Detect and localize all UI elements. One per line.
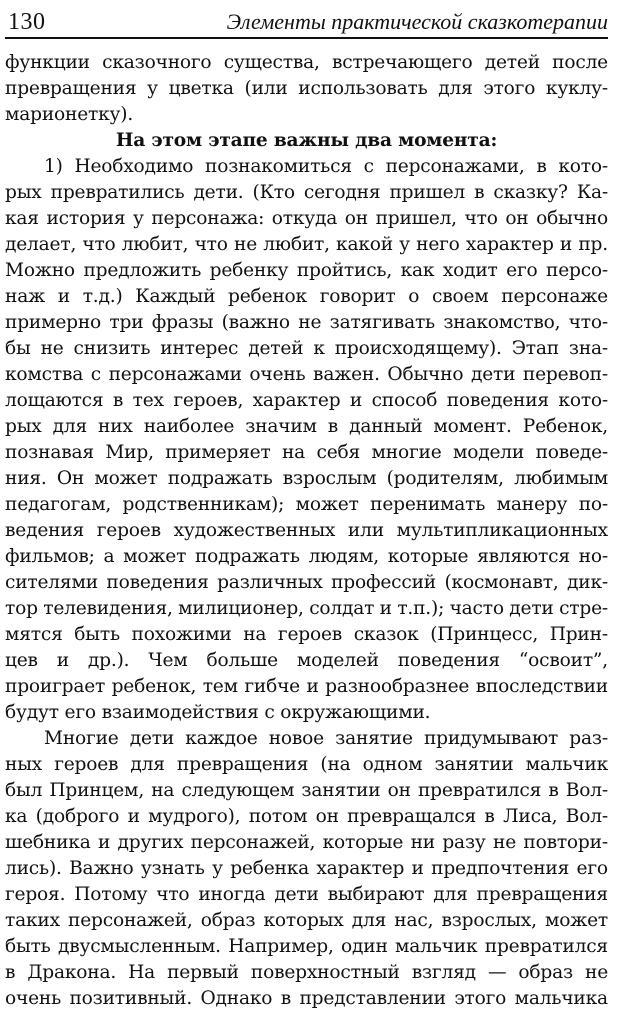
text-line: кая история у персонажа: откуда он пришел, что он обычно: [5, 208, 608, 229]
text-line: фильмов; а может подражать людям, которые являются но-: [5, 546, 608, 567]
text-line: в Дракона. На первый поверхностный взгляд — образ не: [5, 962, 608, 983]
text-line: очень позитивный. Однако в представлении этого мальчика: [5, 988, 608, 1009]
header-rule: [5, 37, 608, 39]
text-line: лись). Важно узнать у ребенка характер и предпочтения его: [5, 858, 608, 879]
text-line: лощаются в тех героев, характер и способ поведения кото-: [5, 390, 608, 411]
text-line: ных героев для превращения (на одном занятии мальчик: [5, 754, 608, 775]
text-line: был Принцем, на следующем занятии он превратился в Вол-: [5, 780, 608, 801]
text-line: шебника и других персонажей, которые ни разу не повтори-: [5, 832, 608, 853]
text-line: Можно предложить ребенку пройтись, как ходит его персо-: [5, 260, 608, 281]
text-line: 1) Необходимо познакомиться с персонажами, в кото-: [44, 156, 608, 177]
text-line: рых для них наиболее значим в данный момент. Ребенок,: [5, 416, 608, 437]
text-line: комства с персонажами очень важен. Обычно дети перевоп-: [5, 364, 608, 385]
text-line: быть двусмысленным. Например, один мальчик превратился: [5, 936, 608, 957]
text-line: превращения у цветка (или использовать для этого куклу-: [5, 78, 608, 99]
text-line: героя. Потому что иногда дети выбирают для превращения: [5, 884, 608, 905]
text-line: мятся быть похожими на героев сказок (Принцесс, Прин-: [5, 624, 608, 645]
text-line: ка (доброго и мудрого), потом он превращался в Лиса, Вол-: [5, 806, 608, 827]
running-head: [5, 0, 608, 34]
text-line: делает, что любит, что не любит, какой у него характер и пр.: [5, 234, 608, 255]
text-line: проиграет ребенок, тем гибче и разнообразнее впоследствии: [5, 676, 608, 697]
text-line: педагогам, родственникам); может перенимать манеру по-: [5, 494, 608, 515]
text-line: ния. Он может подражать взрослым (родителям, любимым: [5, 468, 608, 489]
text-line: наж и т.д.) Каждый ребенок говорит о своем персонаже: [5, 286, 608, 307]
text-line: сителями поведения различных профессий (космонавт, дик-: [5, 572, 608, 593]
text-line: познавая Мир, примеряет на себя многие модели поведе-: [5, 442, 608, 463]
text-line: функции сказочного существа, встречающего детей после: [5, 52, 608, 73]
text-line: марионетку).: [5, 104, 134, 125]
book-title: Элементы практической сказкотерапии: [226, 9, 608, 34]
text-line: тор телевидения, милиционер, солдат и т.п.); часто дети стре-: [5, 598, 608, 619]
text-line: примерно три фразы (важно не затягивать знакомство, что-: [5, 312, 608, 333]
body-text: [5, 50, 608, 1012]
text-line: Многие дети каждое новое занятие придумывают раз-: [44, 728, 608, 749]
text-line: таких персонажей, образ которых для нас, взрослых, может: [5, 910, 608, 931]
text-line: цев и др.). Чем больше моделей поведения “освоит”,: [5, 650, 608, 671]
text-line: бы не снизить интерес детей к происходящему). Этап зна-: [5, 338, 608, 359]
section-heading: На этом этапе важны два момента:: [115, 130, 498, 151]
text-line: рых превратились дети. (Кто сегодня пришел в сказку? Ка-: [5, 182, 608, 203]
text-line: будут его взаимодействия с окружающими.: [5, 702, 431, 723]
text-line: ведения героев художественных или мультипликационных: [5, 520, 608, 541]
page-number: 130: [8, 9, 46, 35]
